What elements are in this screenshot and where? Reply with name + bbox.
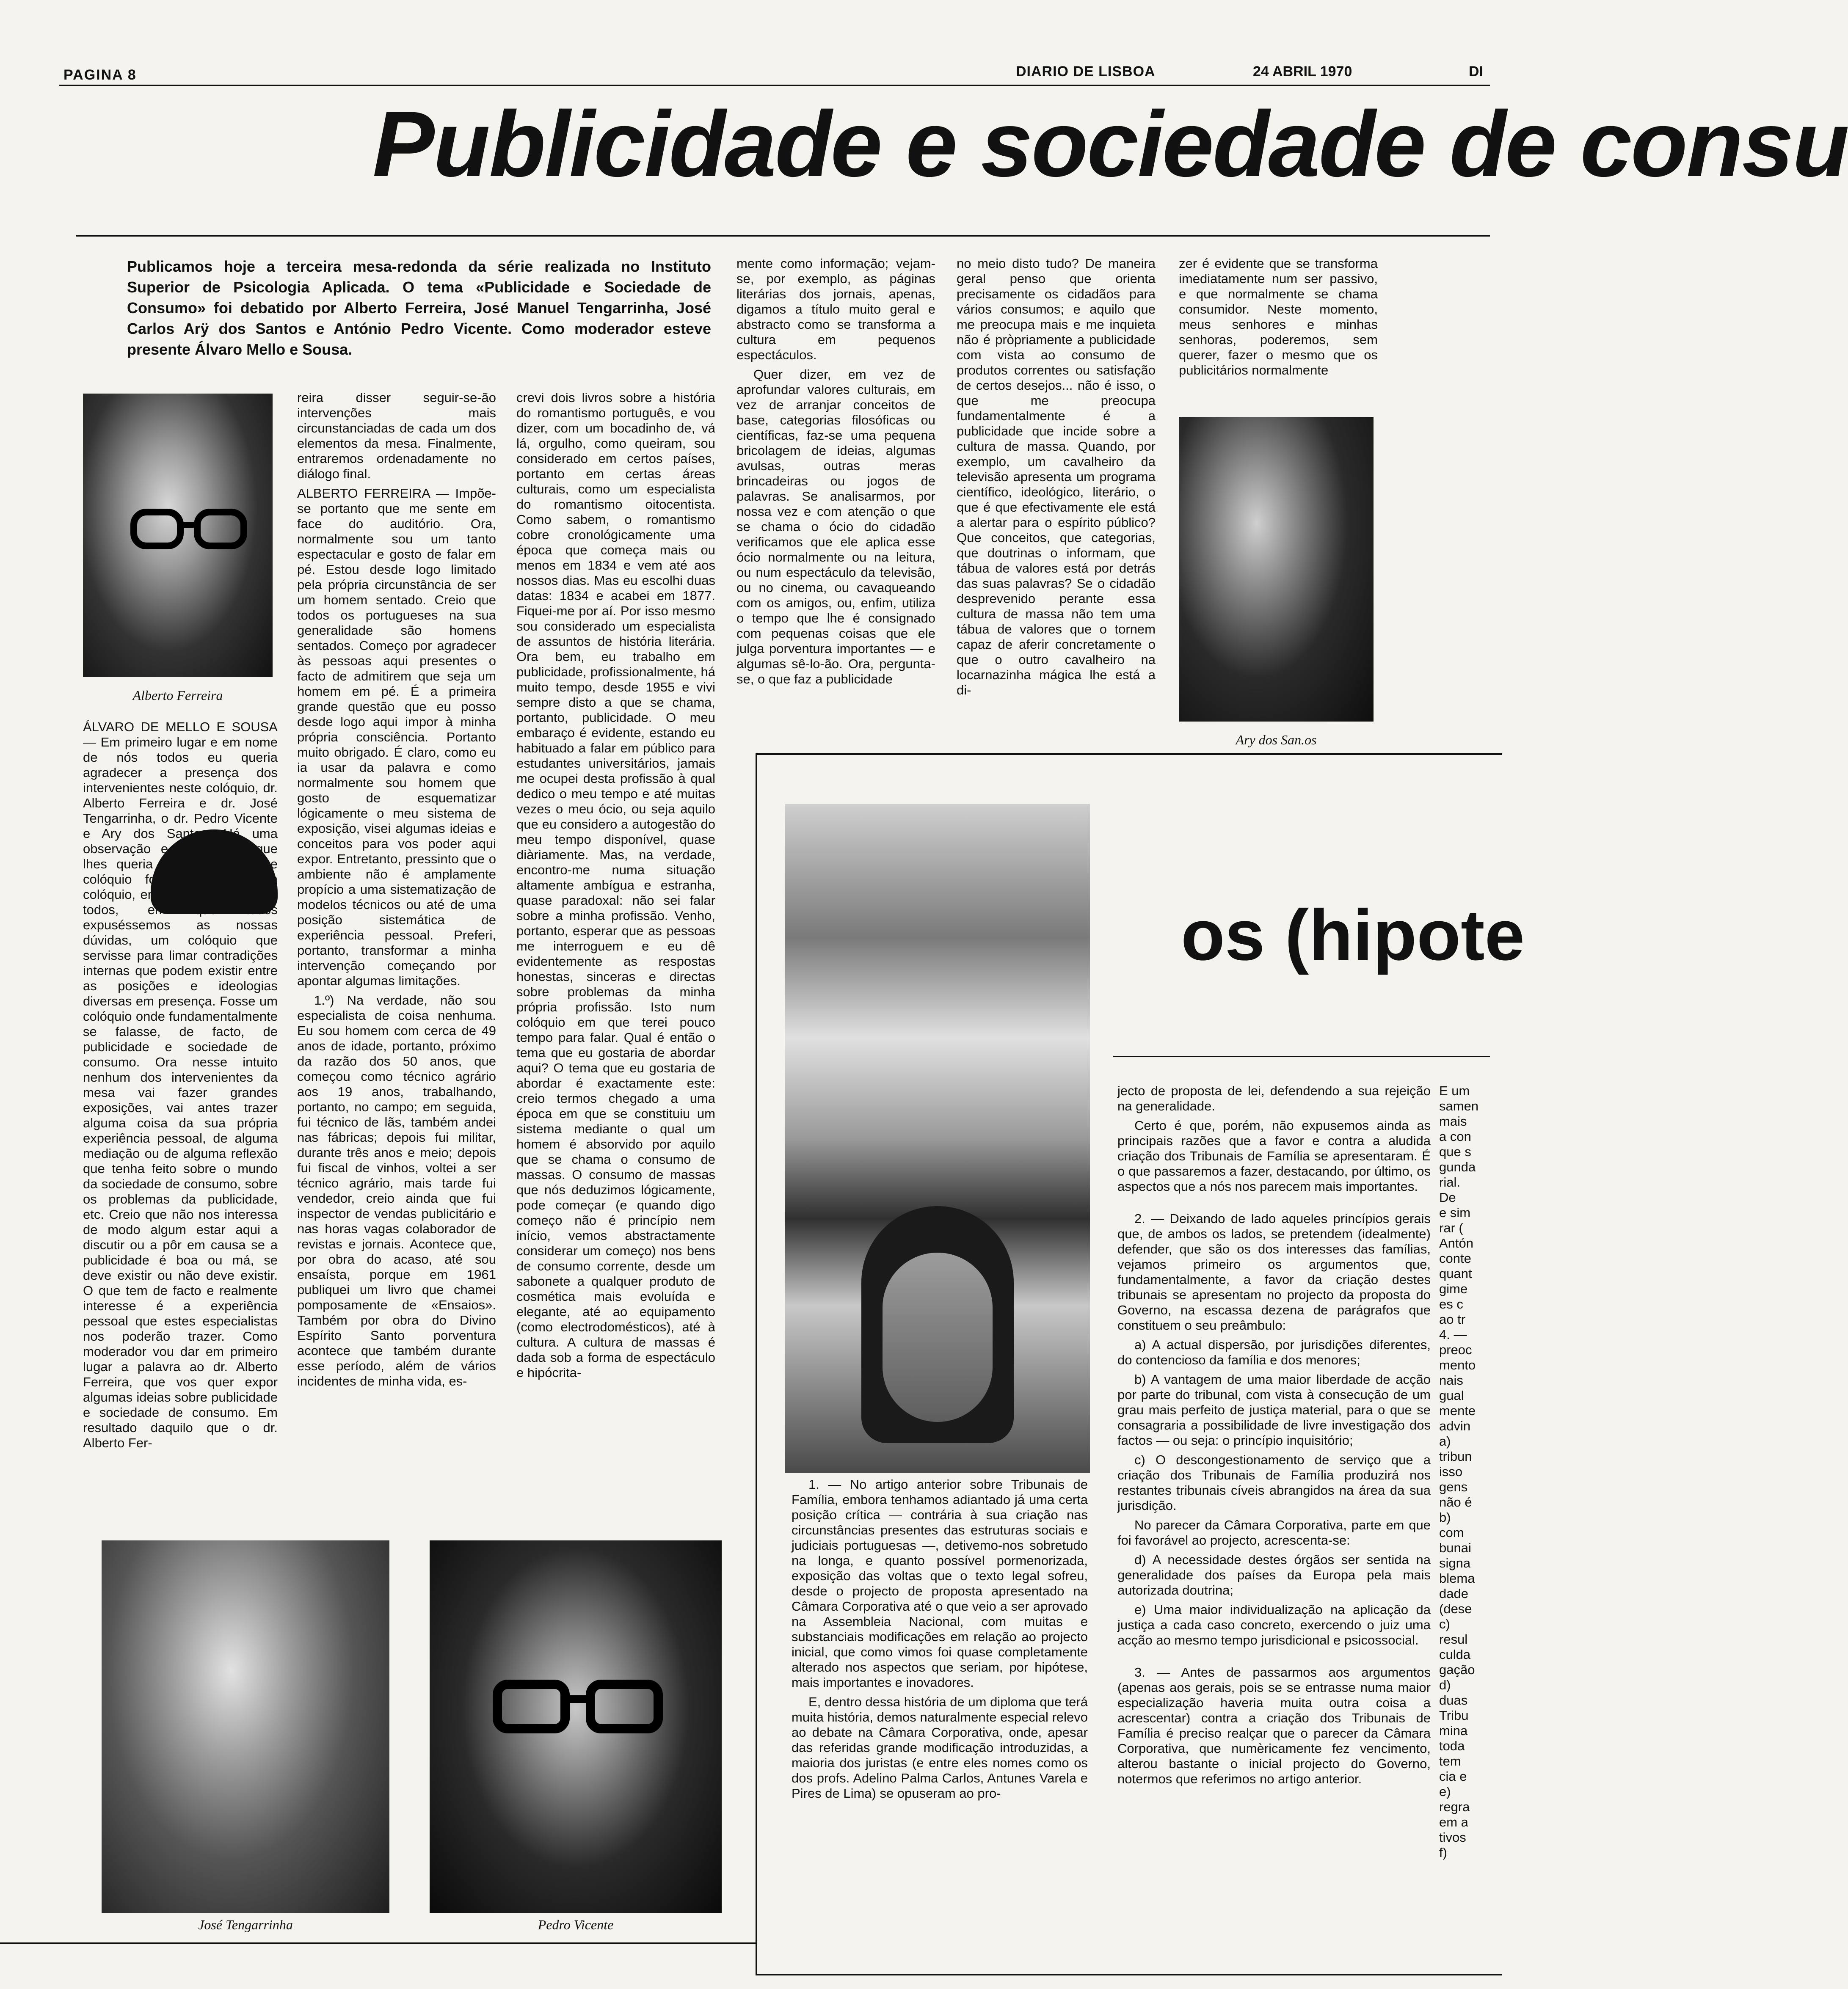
- caption-ary-dos-santos: Ary dos San.os: [1236, 732, 1317, 747]
- header-right-fragment: DI: [1469, 63, 1483, 80]
- headline-rule: [76, 235, 1490, 237]
- text-fragment: regra: [1439, 1799, 1470, 1814]
- newspaper-name: DIARIO DE LISBOA: [1016, 63, 1156, 80]
- text-fragment: b): [1439, 1510, 1451, 1525]
- text-fragment: 4. —: [1439, 1327, 1467, 1342]
- paragraph: 1.º) Na verdade, não sou especialista de coisa nenhuma. Eu sou homem com cerca de 49 anos de idade, portanto, próximo da razão dos 50 anos, que começou como técnico agrário aos 19 anos, trabalhando, portanto, no campo; em seguida, fui técnico de lãs, também andei nas fábricas; depois fui militar, durante três anos e meio; depois fui fiscal de vinhos, voltei a ser técnico agrário, mais tarde fui vendedor, creio ainda que fui inspector de vendas publicitário e nas horas vagas colaborador de revistas e jornais. Acontece que, por obra do acaso, até sou ensaísta, porque em 1961 publiquei um livro que chamei pomposamente de «Ensaios». Também por obra do Divino Espírito Santo porventura acontece que também durante esse período, além de vários incidentes de minha vida, es-: [297, 993, 496, 1388]
- paragraph: a) A actual dispersão, por jurisdições diferentes, do contencioso da família e dos menores;: [1117, 1337, 1431, 1367]
- text-fragment: ao tr: [1439, 1312, 1466, 1327]
- second-article-headline: os (hipote: [1181, 895, 1525, 975]
- paragraph: zer é evidente que se transforma imediatamente num ser passivo, e que normalmente se chama consumidor. Neste momento, meus senhores e minhas senhoras, poderemos, sem querer, fazer o mesmo que os publicitários normalmente: [1179, 256, 1378, 377]
- text-fragment: Antón: [1439, 1236, 1474, 1251]
- text-fragment: signa: [1439, 1556, 1471, 1570]
- paragraph: jecto de proposta de lei, defendendo a sua rejeição na generalidade.: [1117, 1083, 1431, 1113]
- paragraph: Quer dizer, em vez de aprofundar valores culturais, em vez de arranjar conceitos de base, categorias filosóficas ou científicas, faz-se uma pequena bricolagem de ideias, algumas avulsas, outras meras brincadeiras ou jogos de palavras. Se analisarmos, por nossa vez e com atenção o que se chama o ócio do cidadão verificamos que ele aplica esse ócio normalmente ou na leitura, ou num espectáculo da televisão, ou no cinema, ou cavaqueando com os amigos, ou, enfim, utiliza o tempo que lhe é consignado com pequenas coisas que ele julga porventura importantes — e algumas sê-lo-ão. Ora, pergunta-se, o que faz a publicidade: [736, 367, 935, 686]
- text-fragment: mais: [1439, 1114, 1467, 1129]
- paragraph: d) A necessidade destes órgãos ser sentida na generalidade dos países da Europa pela mais autorizada doutrina;: [1117, 1552, 1431, 1598]
- intro-paragraph: Publicamos hoje a terceira mesa-redonda da série realizada no Instituto Superior de Psicologia Aplicada. O tema «Publicidade e Sociedade de Consumo» foi debatido por Alberto Ferreira, José Manuel Tengarrinha, José Carlos Arÿ dos Santos e António Pedro Vicente. Como moderador esteve presente Álvaro Mello e Sousa.: [127, 258, 711, 358]
- column-6: [1179, 256, 1378, 391]
- paragraph: ALBERTO FERREIRA — Impõe-se portanto que me sente em face do auditório. Ora, normalmente sou um tanto espectacular e gosto de falar em pé. Estou desde logo limitado pela própria circunstância de ser um homem sentado. Creio que todos os portugueses na sua generalidade são homens sentados. Começo por agradecer às pessoas aqui presentes o facto de admitirem que seja um homem em pé. É a primeira grande questão que eu posso desde logo aqui impor à minha própria consciência. Portanto muito obrigado. É claro, como eu ia usar da palavra e como normalmente sou homem que gosto de esquematizar lógicamente o meu sistema de exposição, visei algumas ideias e conceitos para vos poder aqui expor. Entretanto, pressinto que o ambiente não é amplamente propício a uma sistematização de modelos técnicos ou até de uma posição sistemática de experiência pessoal. Preferi, portanto, transformar a minha intervenção começando por apontar algumas limitações.: [297, 486, 496, 988]
- text-fragment: d): [1439, 1678, 1451, 1692]
- paragraph: 2. — Deixando de lado aqueles princípios gerais que, de ambos os lados, se pretendem (idealmente) defender, que são os dos interesses das famílias, vejamos primeiro os argumentos que, fundamentalmente, a favor da criação destes tribunais se apresentam no projecto da proposta do Governo, na escassa dezena de parágrafos que constituem o seu preâmbulo:: [1117, 1211, 1431, 1333]
- text-fragment: rial.: [1439, 1175, 1460, 1190]
- text-fragment: preoc: [1439, 1342, 1472, 1357]
- text-fragment: c): [1439, 1617, 1450, 1631]
- text-fragment: tribun: [1439, 1449, 1472, 1464]
- headline: Publicidade e sociedade de consu: [372, 92, 1848, 196]
- header-rule: [59, 85, 1490, 86]
- photo-alberto-ferreira: [83, 394, 273, 677]
- photo-ary-dos-santos: [1179, 417, 1374, 722]
- bottom-rule: [0, 1942, 756, 1944]
- column-4: [736, 256, 935, 781]
- glasses-icon: [130, 504, 252, 554]
- column-2: [297, 390, 496, 1507]
- text-fragment: tem: [1439, 1754, 1461, 1769]
- paragraph: Certo é que, porém, não expusemos ainda as principais razões que a favor e contra a aludida criação dos Tribunais de Família se apresentaram. É o que passaremos a fazer, destacando, por último, os aspectos que a nós nos parecem mais importantes.: [1117, 1118, 1431, 1194]
- text-fragment: culda: [1439, 1647, 1471, 1662]
- text-fragment: toda: [1439, 1738, 1465, 1753]
- text-fragment: e): [1439, 1784, 1451, 1799]
- paragraph: mente como informação; vejam-se, por exemplo, as páginas literárias dos jornais, apenas, digamos a título muito geral e abstracto como se transforma a cultura em pequenos espectáculos.: [736, 256, 935, 362]
- text-fragment: (dese: [1439, 1601, 1472, 1616]
- text-fragment: advin: [1439, 1419, 1471, 1433]
- paragraph: ÁLVARO DE MELLO E SOUSA — Em primeiro lugar e em nome de nós todos eu queria agradecer a presença dos intervenientes neste colóquio, dr. Alberto Ferreira e dr. José Tengarrinha, o dr. Pedro Vicente e Ary dos Santos. Há uma observação e um pedido que lhes queria fazer. É que este colóquio fosse de facto um colóquio, em que interviéssemos todos, em que todos expuséssemos as nossas dúvidas, um colóquio que servisse para limar contradições internas que podem existir entre as posições e ideologias diversas em presença. Fosse um colóquio onde fundamentalmente se falasse, de facto, de publicidade e sociedade de consumo. Ora nesse intuito nenhum dos intervenientes da mesa vai fazer grandes exposições, vai antes trazer alguma coisa da sua própria experiência pessoal, de alguma mediação ou de alguma reflexão que tenha feito sobre o mundo da sociedade de consumo, sobre os problemas da publicidade, etc. Creio que não nos interessa de modo algum estar aqui a discutir ou a pôr em causa se a publicidade é boa ou má, se deve existir ou não deve existir. O que tem de facto e realmente interesse é a experiência pessoal que estes especialistas nos poderão trazer. Como moderador vou dar em primeiro lugar a palavra ao dr. Alberto Ferreira, que vos quer expor algumas ideias sobre publicidade e sociedade de consumo. Em resultado daquilo que o dr. Alberto Fer-: [83, 719, 278, 1450]
- paragraph: No parecer da Câmara Corporativa, parte em que foi favorável ao projecto, acrescenta-se:: [1117, 1518, 1431, 1548]
- column-5: [957, 256, 1156, 781]
- issue-date: 24 ABRIL 1970: [1253, 63, 1352, 80]
- paragraph: 1. — No artigo anterior sobre Tribunais de Família, embora tenhamos adiantado já uma certa posição crítica — contrária à sua criação nas circunstâncias presentes das estruturas sociais e judiciais portuguesas —, detivemo-nos sobretudo na longa, e quanto possível pormenorizada, exposição das voltas que o texto legal sofreu, desde o projecto de proposta apresentado na Câmara Corporativa até o que veio a ser aprovado na Assembleia Nacional, com muitas e substanciais modificações em relação ao projecto inicial, que como vimos foi quase completamente alterado nos aspectos que seriam, por hipótese, mais importantes e inovadores.: [792, 1477, 1088, 1690]
- text-fragment: De: [1439, 1190, 1456, 1205]
- text-fragment: isso: [1439, 1464, 1463, 1479]
- second-article-column-c: [1439, 1083, 1490, 1964]
- collage-photo: [785, 804, 1090, 1473]
- caption-jose-tengarrinha: José Tengarrinha: [198, 1917, 293, 1932]
- text-fragment: conte: [1439, 1251, 1471, 1266]
- text-fragment: que s: [1439, 1144, 1471, 1159]
- paragraph: e) Uma maior individualização na aplicação da justiça a cada caso concreto, exercendo o juiz uma acção ao mesmo tempo jurisdicional e psicossocial.: [1117, 1602, 1431, 1647]
- text-fragment: duas: [1439, 1693, 1468, 1708]
- photo-pedro-vicente: [430, 1540, 722, 1913]
- text-fragment: mento: [1439, 1358, 1476, 1372]
- text-fragment: com: [1439, 1525, 1464, 1540]
- photo-jose-tengarrinha: [102, 1540, 389, 1913]
- text-fragment: nais: [1439, 1373, 1463, 1388]
- text-fragment: blema: [1439, 1571, 1475, 1586]
- paragraph: b) A vantagem de uma maior liberdade de acção por parte do tribunal, com vista à consecução de um grau mais perfeito de justiça material, para o que se consagraria a possibilidade de livre investigação dos factos — ou seja: o princípio inquisitório;: [1117, 1372, 1431, 1448]
- text-fragment: Tribu: [1439, 1708, 1469, 1723]
- text-fragment: gime: [1439, 1281, 1468, 1296]
- text-fragment: em a: [1439, 1815, 1468, 1829]
- text-fragment: mina: [1439, 1723, 1468, 1738]
- text-fragment: e sim: [1439, 1205, 1471, 1220]
- text-fragment: gação: [1439, 1662, 1475, 1677]
- text-fragment: E um: [1439, 1083, 1470, 1098]
- text-fragment: não é: [1439, 1495, 1472, 1510]
- text-fragment: es c: [1439, 1297, 1463, 1311]
- paragraph: 3. — Antes de passarmos aos argumentos (apenas aos gerais, pois se se entrasse numa maior especialização haveria muita outra coisa a acrescentar) contra a criação dos Tribunais de Família é preciso realçar que o parecer da Câmara Corporativa, que numèricamente fez vencimento, alterou bastante o inicial projecto do Governo, notermos que referimos no artigo anterior.: [1117, 1665, 1431, 1786]
- text-fragment: samen: [1439, 1099, 1479, 1113]
- paragraph: reira disser seguir-se-ão intervenções mais circunstanciadas de cada um dos elementos da mesa. Finalmente, entraremos ordenadamente no diálogo final.: [297, 390, 496, 481]
- second-article-column-b: [1117, 1083, 1431, 1964]
- second-article-rule: [1113, 1056, 1490, 1057]
- paragraph: E, dentro dessa história de um diploma que terá muita história, demos naturalmente especial relevo ao debate na Câmara Corporativa, onde, apesar das referidas grande modificação introduzidas, a maioria dos juristas (e entre eles nomes como os dos profs. Adelino Palma Carlos, Antunes Varela e Pires de Lima) se opuseram ao pro-: [792, 1694, 1088, 1801]
- paragraph: no meio disto tudo? De maneira geral penso que orienta precisamente os cidadãos para vários consumos; e aquilo que me preocupa mais e me inquieta não é pròpriamente a publicidade com vista ao consumo de produtos correntes ou satisfação de certos desejos... não é isso, o que me preocupa fundamentalmente é a publicidade que incide sobre a cultura de massa. Quando, por exemplo, um cavalheiro da televisão apresenta um programa científico, ideológico, literário, o que é que efectivamente ele está a alertar para o espírito público? Que conceitos, que categorias, que doutrinas o informam, que tábua de valores está por detrás das suas palavras? Se o cidadão desprevenido perante essa cultura de massa não tem uma tábua de valores que o tornem capaz de aferir concretamente o que o outro cavalheiro na locarnazinha mágica lhe está a di-: [957, 256, 1156, 697]
- glasses-icon: [493, 1676, 662, 1739]
- column-1: [83, 719, 278, 1507]
- paragraph: crevi dois livros sobre a história do romantismo português, e vou dizer, com um bocadinho de, vá lá, orgulho, como queiram, sou considerado em certos países, portanto em certas áreas culturais, como um especialista do romantismo oitocentista. Como sabem, o romantismo cobre cronológicamente uma época que começa mais ou menos em 1834 e vem até aos nossos dias. Mas eu escolhi duas datas: 1834 e acabei em 1877. Fiquei-me por aí. Por isso mesmo sou considerado um especialista de assuntos de história literária. Ora bem, eu trabalho em publicidade, profissionalmente, há muito tempo, desde 1955 e vivi sempre disto a que se chama, portanto, publicidade. O meu embaraço é evidente, estando eu habituado a falar em público para estudantes universitários, jamais me ocupei desta profissão à qual dedico o meu tempo e até muitas vezes o meu ócio, ou seja aquilo que eu considero a autogestão do meu tempo disponível, quase diàriamente. Mas, na verdade, encontro-me numa situação altamente ambígua e estranha, quase paradoxal: não sei falar sobre a minha profissão. Venho, portanto, esperar que as pessoas me interroguem e eu dê evidentemente as respostas honestas, sinceras e directas sobre problemas da minha própria profissão. Isto num colóquio em que terei pouco tempo para falar. Qual é então o tema que eu gostaria de abordar aqui? O tema que eu gostaria de abordar é exactamente este: creio termos chegado a uma época em que se constituiu um sistema mediante o qual um homem é absorvido por aquilo que se chama o consumo de massas. O consumo de massas que nós deduzimos lógicamente, pode começar (e quando digo começo não é princípio nem início, vemos abstractamente considerar um começo) nos bens de consumo corrente, desde um sabonete a qualquer produto de cosmética mais evoluída e elegante, até ao equipamento (como electrodomésticos), até à cultura. A cultura de massas é dada sob a forma de espectáculo e hipócrita-: [516, 390, 715, 1380]
- text-fragment: gens: [1439, 1479, 1468, 1494]
- text-fragment: resul: [1439, 1632, 1468, 1647]
- caption-alberto-ferreira: Alberto Ferreira: [132, 688, 223, 703]
- page-number: PAGINA 8: [63, 67, 137, 83]
- text-fragment: gunda: [1439, 1160, 1476, 1174]
- text-fragment: cia e: [1439, 1769, 1467, 1784]
- text-fragment: rar (: [1439, 1220, 1463, 1235]
- text-fragment: bunai: [1439, 1540, 1471, 1555]
- paragraph: c) O descongestionamento de serviço que a criação dos Tribunais de Família produzirá nos restantes tribunais cíveis abrangidos na área da sua jurisdição.: [1117, 1452, 1431, 1513]
- text-fragment: a con: [1439, 1129, 1471, 1144]
- text-fragment: mente: [1439, 1403, 1476, 1418]
- text-fragment: f): [1439, 1845, 1447, 1860]
- text-fragment: gual: [1439, 1388, 1464, 1403]
- text-fragment: a): [1439, 1434, 1451, 1449]
- caption-pedro-vicente: Pedro Vicente: [538, 1917, 614, 1932]
- second-article-column-a: [792, 1477, 1088, 1959]
- column-3: [516, 390, 715, 1507]
- text-fragment: tivos: [1439, 1830, 1466, 1845]
- text-fragment: dade: [1439, 1586, 1468, 1601]
- text-fragment: quant: [1439, 1266, 1472, 1281]
